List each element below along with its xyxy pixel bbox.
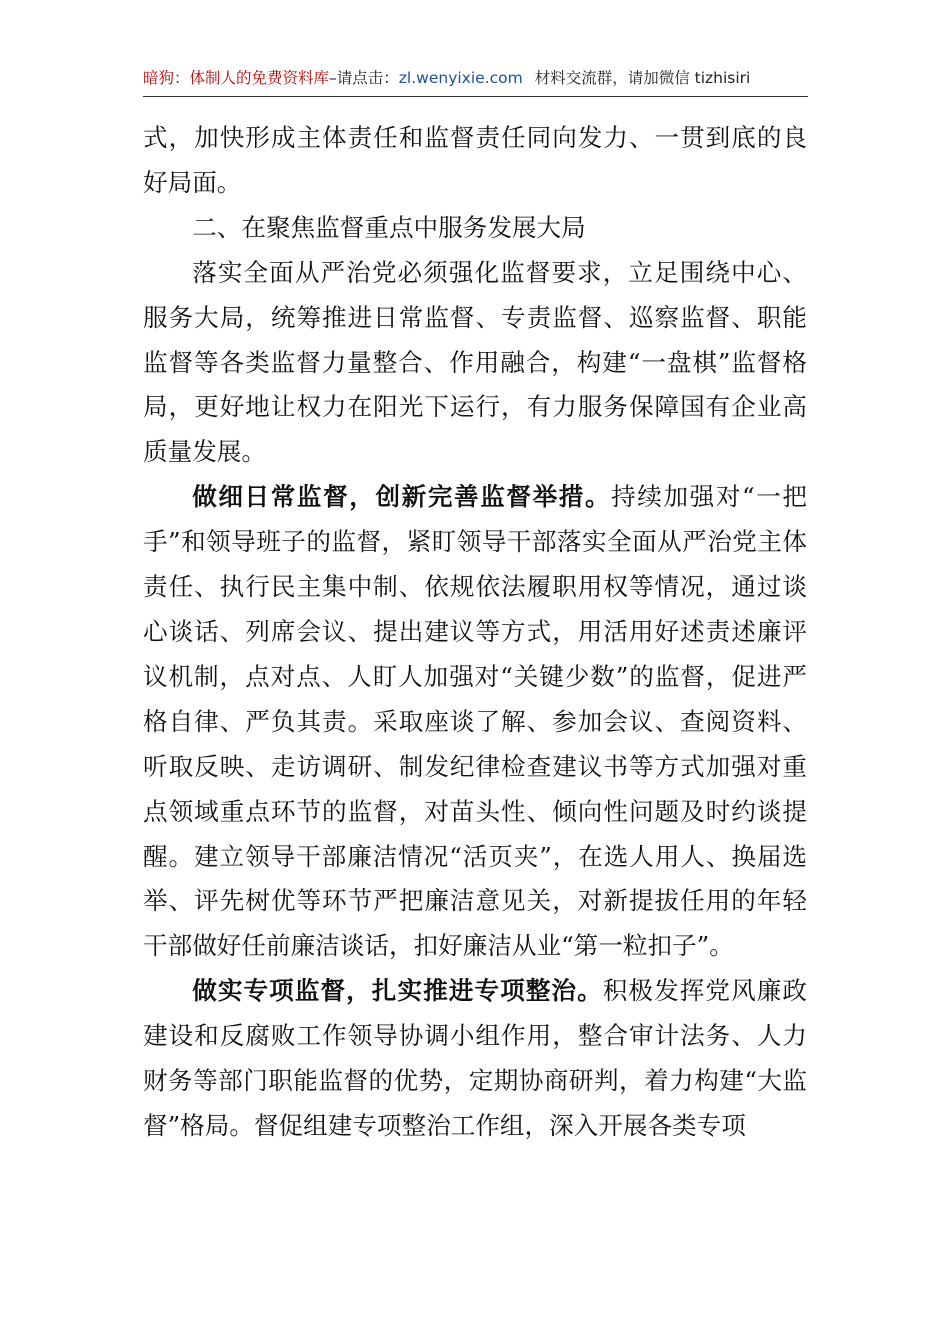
page-header <box>143 60 808 97</box>
item1-paragraph <box>143 475 807 969</box>
item1-lead: 做细日常监督，创新完善监督举措。 <box>192 482 612 512</box>
header-link[interactable]: zl.wenyixie.com <box>398 69 523 87</box>
item2-lead: 做实专项监督，扎实推进专项整治。 <box>192 976 603 1006</box>
intro-paragraph: 落实全面从严治党必须强化监督要求，立足围绕中心、服务大局，统筹推进日常监督、专责监督、巡察监督、职能监督等各类监督力量整合、作用融合，构建“一盘棋”监督格局，更好地让权力在阳光下运行，有力服务保障国有企业高质量发展。 <box>143 257 807 467</box>
continuation-paragraph: 式，加快形成主体责任和监督责任同向发力、一贯到底的良好局面。 <box>143 123 807 197</box>
header-site-name: 暗狗：体制人的免费资料库 <box>143 69 330 87</box>
header-link-prompt: –请点击： <box>329 69 399 87</box>
section-title: 二、在聚焦监督重点中服务发展大局 <box>192 212 586 242</box>
item2-text: 积极发挥党风廉政建设和反腐败工作领导协调小组作用，整合审计法务、人力财务等部门职能监督的优势，定期协商研判，着力构建“大监督”格局。督促组建专项整治工作组，深入开展各类专项 <box>143 976 807 1140</box>
header-contact: 材料交流群，请加微信 tizhisiri <box>534 69 751 87</box>
item2-paragraph <box>143 969 807 1149</box>
document-body <box>143 116 807 1149</box>
item1-text: 持续加强对“一把手”和领导班子的监督，紧盯领导干部落实全面从严治党主体责任、执行民主集中制、依规依法履职用权等情况，通过谈心谈话、列席会议、提出建议等方式，用活用好述责述廉评议机制，点对点、人盯人加强对“关键少数”的监督，促进严格自律、严负其责。采取座谈了解、参加会议、查阅资料、听取反映、走访调研、制发纪律检查建议书等方式加强对重点领域重点环节的监督，对苗头性、倾向性问题及时约谈提醒。建立领导干部廉洁情况“活页夹”，在选人用人、换届选举、评先树优等环节严把廉洁意见关，对新提拔任用的年轻干部做好任前廉洁谈话，扣好廉洁从业“第一粒扣子”。 <box>143 482 807 961</box>
